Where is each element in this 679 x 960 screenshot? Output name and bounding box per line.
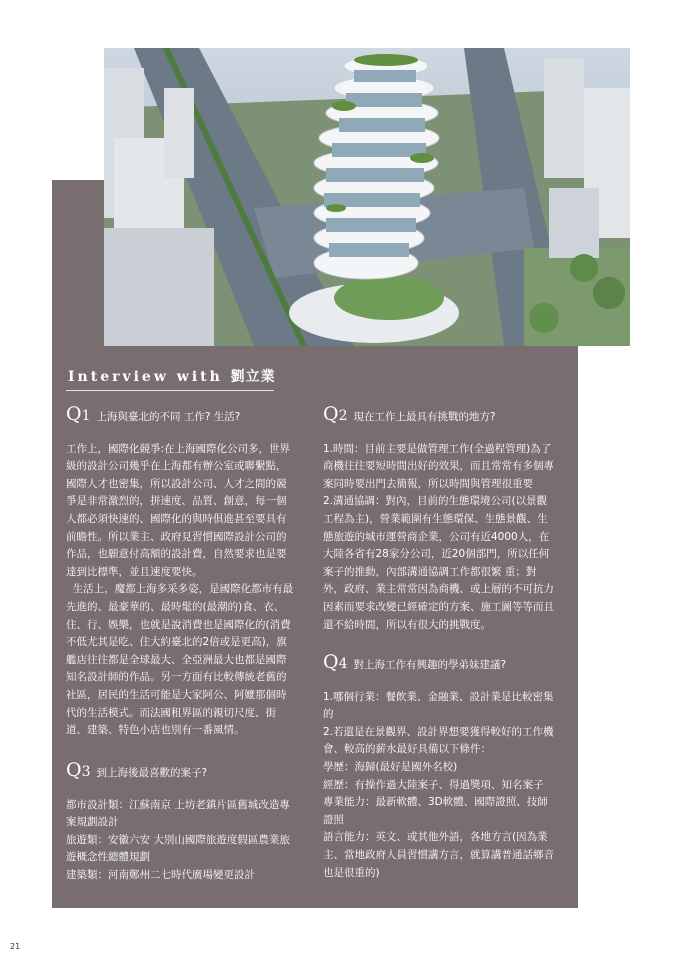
answer-1-paragraph: 工作上，國際化競爭:在上海國際化公司多，世界級的設計公司幾乎在上海都有辦公室或聯繫點，國際人才也密集，所以設計公司、人才之間的競爭是非常激烈的，拼速度、品質、創意，每一個人都必須快速的、國際化的與時俱進甚至要具有前瞻性。所以業主、政府見習慣國際設計公司的作品，也願意付高額的設計費，自然要求也是要達到比標準，並且速度要快。 (66, 442, 291, 578)
answer-1 (66, 441, 296, 740)
question-2-number: Q2 (323, 403, 348, 425)
answer-4-item: 語言能力：英文、或其他外語，各地方言(因為業主、當地政府人員習慣講方言，就算講普通話鄉音也是很重的) (323, 831, 554, 879)
answer-3-item: 建築類：河南鄭州二七時代廣場變更設計 (66, 868, 255, 881)
answer-2-item: 2.溝通協調：對內，目前的生態環境公司(以景觀工程為主)，營業範圍有生態環保、生態景觀、生態旅遊的城市運營商企業，公司有近4000人，在大陸各省有28家分公司，近20個部門，所以任何案子的推動，內部溝通協調工作都很繁 重；對外，政府、業主常常因為商機、或上層的不可抗力因素而要求改變已經確定的方案、施工圖等等而且還不給時間，所以有很大的挑戰度。 (323, 495, 554, 631)
question-3-header (66, 760, 296, 783)
answer-3 (66, 797, 296, 885)
answer-4-item: 專業能力：最新軟體、3D軟體、國際證照、技師證照 (323, 796, 548, 826)
question-1-number: Q1 (66, 403, 91, 425)
question-3-number: Q3 (66, 759, 91, 781)
question-3-title: 到上海後最喜歡的案子? (96, 767, 208, 779)
answer-1-paragraph: 生活上，魔都上海多采多姿，是國際化都市有最先進的、最豪華的、最時髦的(最潮的)食、衣、住、行、娛樂，也就是說消費也是國際化的(消費不低尤其是吃、住大約臺北的2倍或是更高)，旗艦店往往都是全球最大、全亞洲最大也都是國際知名設計師的作品。另一方面有比較傳統老舊的社區，居民的生活可能是大家阿公、阿嬤那個時代的生活模式。而法國租界區的親切尺度、街道、建築、特色小店也別有一番風情。 (66, 583, 294, 737)
question-2-title: 現在工作上最具有挑戰的地方? (353, 411, 496, 423)
interviewee-name: 劉立業 (230, 369, 276, 385)
answer-2-item: 1.時間：目前主要是做管理工作(全過程管理)為了商機往往要短時間出好的效果，而且常常有多個專案同時要出門去簡報，所以時間與管理很重要 (323, 442, 554, 490)
interview-heading (68, 366, 276, 386)
page-number: 21 (10, 942, 21, 951)
tower-rendering-photo (104, 48, 630, 346)
question-4-number: Q4 (323, 651, 348, 673)
question-3 (66, 760, 296, 885)
answer-4-item: 2.若還是在景觀界、設計界想要獲得較好的工作機會、較高的薪水最好具備以下條件： (323, 725, 554, 756)
question-2-header (323, 404, 557, 427)
question-4-header (323, 652, 557, 675)
question-4 (323, 652, 557, 882)
answer-4-item: 學歷：海歸(最好是國外名校) (323, 760, 458, 773)
question-1-header (66, 404, 296, 427)
answer-4-item: 1.哪個行業：餐飲業、金融業、設計業是比較密集的 (323, 690, 554, 721)
answer-3-item: 旅遊類：安徽六安 大別山國際旅遊度假區農業旅遊概念性總體規劃 (66, 833, 290, 864)
answer-4 (323, 689, 557, 883)
question-1-title: 上海與臺北的不同 工作? 生活? (96, 411, 241, 423)
heading-underline (66, 390, 274, 391)
question-4-title: 對上海工作有興趣的學弟妹建議? (353, 659, 507, 671)
answer-2 (323, 441, 557, 635)
answer-3-item: 都市設計類：江蘇南京 上坊老鎮片區舊城改造專案規劃設計 (66, 798, 290, 829)
answer-4-item: 經歷：有操作過大陸案子、得過獎項、知名案子 (323, 778, 544, 791)
heading-prefix: Interview with (68, 369, 223, 385)
tower-rendering-image (104, 48, 630, 346)
question-1 (66, 404, 296, 740)
question-2 (323, 404, 557, 634)
